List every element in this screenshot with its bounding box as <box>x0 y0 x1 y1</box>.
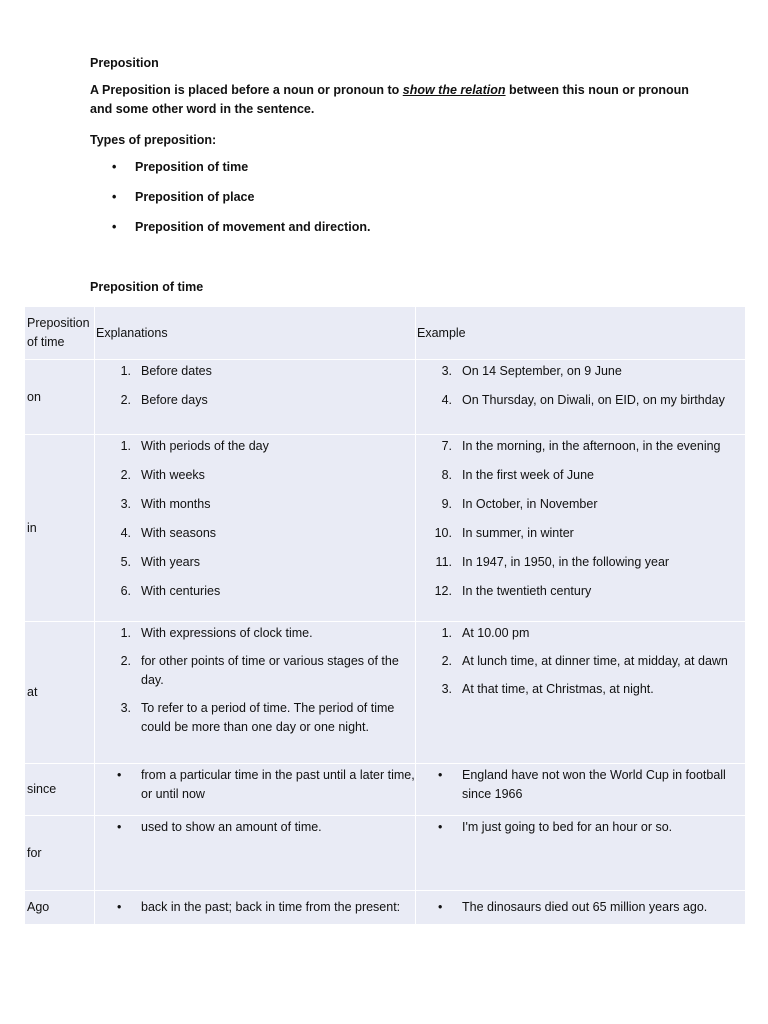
preposition-cell: since <box>25 764 95 816</box>
list-text: At that time, at Christmas, at night. <box>462 682 654 696</box>
explanations-cell <box>95 891 416 924</box>
list-text: back in the past; back in time from the present: <box>141 899 401 914</box>
examples-cell <box>416 891 746 924</box>
bullet-icon: • <box>438 768 443 782</box>
list-item <box>416 553 745 572</box>
preposition-cell: in <box>25 435 95 622</box>
list-text: England have not won the World Cup in football since 1966 <box>462 768 726 801</box>
list-item <box>416 495 745 514</box>
table-row <box>25 622 745 764</box>
examples-cell <box>416 360 746 435</box>
list-text: for other points of time or various stages of the day. <box>141 654 399 687</box>
list-text: With periods of the day <box>141 439 269 453</box>
list-marker: 2. <box>441 654 452 668</box>
list-item <box>416 437 745 456</box>
list-marker: 12. <box>434 584 452 598</box>
intro-section <box>90 52 710 247</box>
list-item <box>416 680 745 699</box>
section-title: Preposition of time <box>90 280 204 294</box>
explanations-cell <box>95 764 416 816</box>
list-item <box>95 437 415 456</box>
bullet-icon: • <box>117 820 122 834</box>
document-title: Preposition <box>90 56 159 70</box>
header-explanations: Explanations <box>95 307 416 360</box>
examples-cell <box>416 435 746 622</box>
list-marker: 4. <box>120 526 131 540</box>
table-row <box>25 360 745 435</box>
list-item <box>95 466 415 485</box>
preposition-table <box>25 307 745 924</box>
list-text: In October, in November <box>462 497 598 511</box>
explanations-cell <box>95 622 416 764</box>
examples-cell <box>416 764 746 816</box>
list-text: With weeks <box>141 468 205 482</box>
list-text: I'm just going to bed for an hour or so. <box>462 820 673 834</box>
list-item <box>95 582 415 601</box>
bullet-icon: • <box>112 220 117 234</box>
list-item <box>95 624 415 643</box>
list-text: Before days <box>141 393 208 407</box>
list-marker: 11. <box>435 555 452 569</box>
types-list-item <box>90 187 710 217</box>
list-item <box>416 524 745 543</box>
preposition-cell: Ago <box>25 891 95 924</box>
list-item <box>95 898 415 917</box>
list-marker: 2. <box>120 654 131 668</box>
list-marker: 2. <box>120 393 131 407</box>
list-item <box>95 362 415 381</box>
list-item <box>95 553 415 572</box>
table-row <box>25 891 745 924</box>
bullet-icon: • <box>117 899 122 914</box>
bullet-icon: • <box>438 820 443 834</box>
preposition-cell: for <box>25 816 95 891</box>
table-header-row <box>25 307 745 360</box>
list-item <box>95 391 415 410</box>
explanations-cell <box>95 816 416 891</box>
examples-cell <box>416 816 746 891</box>
types-item-text: Preposition of time <box>135 160 249 174</box>
definition-text-end: between this noun or pronoun and some other word in the sentence. <box>90 83 689 116</box>
definition-text-start: A Preposition is placed before a noun or pronoun to <box>90 83 403 97</box>
list-text: Before dates <box>141 364 212 378</box>
list-text: With seasons <box>141 526 217 540</box>
list-marker: 4. <box>441 393 452 407</box>
header-preposition: Preposition of time <box>25 307 95 360</box>
list-text: With centuries <box>141 584 221 598</box>
list-text: In the twentieth century <box>462 584 592 598</box>
types-list-item <box>90 157 710 187</box>
list-text: On Thursday, on Diwali, on EID, on my birthday <box>462 393 725 407</box>
list-text: In summer, in winter <box>462 526 574 540</box>
examples-cell <box>416 622 746 764</box>
explanations-cell <box>95 360 416 435</box>
bullet-icon: • <box>438 899 443 914</box>
list-item <box>95 524 415 543</box>
definition-emphasis: show the relation <box>402 83 506 97</box>
list-text: In 1947, in 1950, in the following year <box>462 555 670 569</box>
bullet-icon: • <box>117 768 122 782</box>
list-item <box>416 582 745 601</box>
list-marker: 3. <box>441 682 452 696</box>
list-marker: 6. <box>120 584 131 598</box>
list-item <box>416 391 745 410</box>
list-item <box>416 362 745 381</box>
list-marker: 7. <box>441 439 452 453</box>
list-text: used to show an amount of time. <box>141 820 322 834</box>
list-marker: 8. <box>441 468 452 482</box>
header-example: Example <box>417 325 466 340</box>
list-marker: 2. <box>120 468 131 482</box>
list-text: With expressions of clock time. <box>141 626 313 640</box>
list-text: The dinosaurs died out 65 million years ago. <box>462 899 708 914</box>
list-text: To refer to a period of time. The period of time could be more than one day or one night. <box>141 701 395 734</box>
list-marker: 10. <box>434 526 452 540</box>
list-item <box>95 652 415 690</box>
list-text: With years <box>141 555 201 569</box>
list-marker: 1. <box>120 364 131 378</box>
types-list-item <box>90 217 710 247</box>
list-item <box>416 818 745 837</box>
table-row <box>25 764 745 816</box>
list-item <box>416 624 745 643</box>
types-item-text: Preposition of movement and direction. <box>135 220 371 234</box>
definition-paragraph <box>90 81 710 119</box>
list-marker: 1. <box>120 626 131 640</box>
types-heading: Types of preposition: <box>90 133 217 147</box>
list-text: With months <box>141 497 211 511</box>
list-marker: 3. <box>441 364 452 378</box>
list-marker: 1. <box>441 626 452 640</box>
list-text: On 14 September, on 9 June <box>462 364 622 378</box>
table-row <box>25 816 745 891</box>
preposition-cell: at <box>25 622 95 764</box>
bullet-icon: • <box>112 160 117 174</box>
list-text: from a particular time in the past until a later time, or until now <box>141 768 415 801</box>
list-marker: 5. <box>120 555 131 569</box>
bullet-icon: • <box>112 190 117 204</box>
types-list <box>90 157 710 247</box>
types-item-text: Preposition of place <box>135 190 255 204</box>
list-marker: 1. <box>120 439 131 453</box>
explanations-cell <box>95 435 416 622</box>
list-text: At lunch time, at dinner time, at midday, at dawn <box>462 654 728 668</box>
list-item <box>95 699 415 737</box>
list-marker: 3. <box>120 497 131 511</box>
list-item <box>95 766 415 804</box>
list-marker: 3. <box>120 701 131 715</box>
table-row <box>25 435 745 622</box>
list-text: In the first week of June <box>462 468 595 482</box>
preposition-cell: on <box>25 360 95 435</box>
list-marker: 9. <box>441 497 452 511</box>
list-item <box>416 766 745 804</box>
list-text: At 10.00 pm <box>462 626 530 640</box>
list-item <box>95 495 415 514</box>
list-item <box>416 466 745 485</box>
list-item <box>95 818 415 837</box>
list-text: In the morning, in the afternoon, in the evening <box>462 439 721 453</box>
list-item <box>416 898 745 917</box>
list-item <box>416 652 745 671</box>
